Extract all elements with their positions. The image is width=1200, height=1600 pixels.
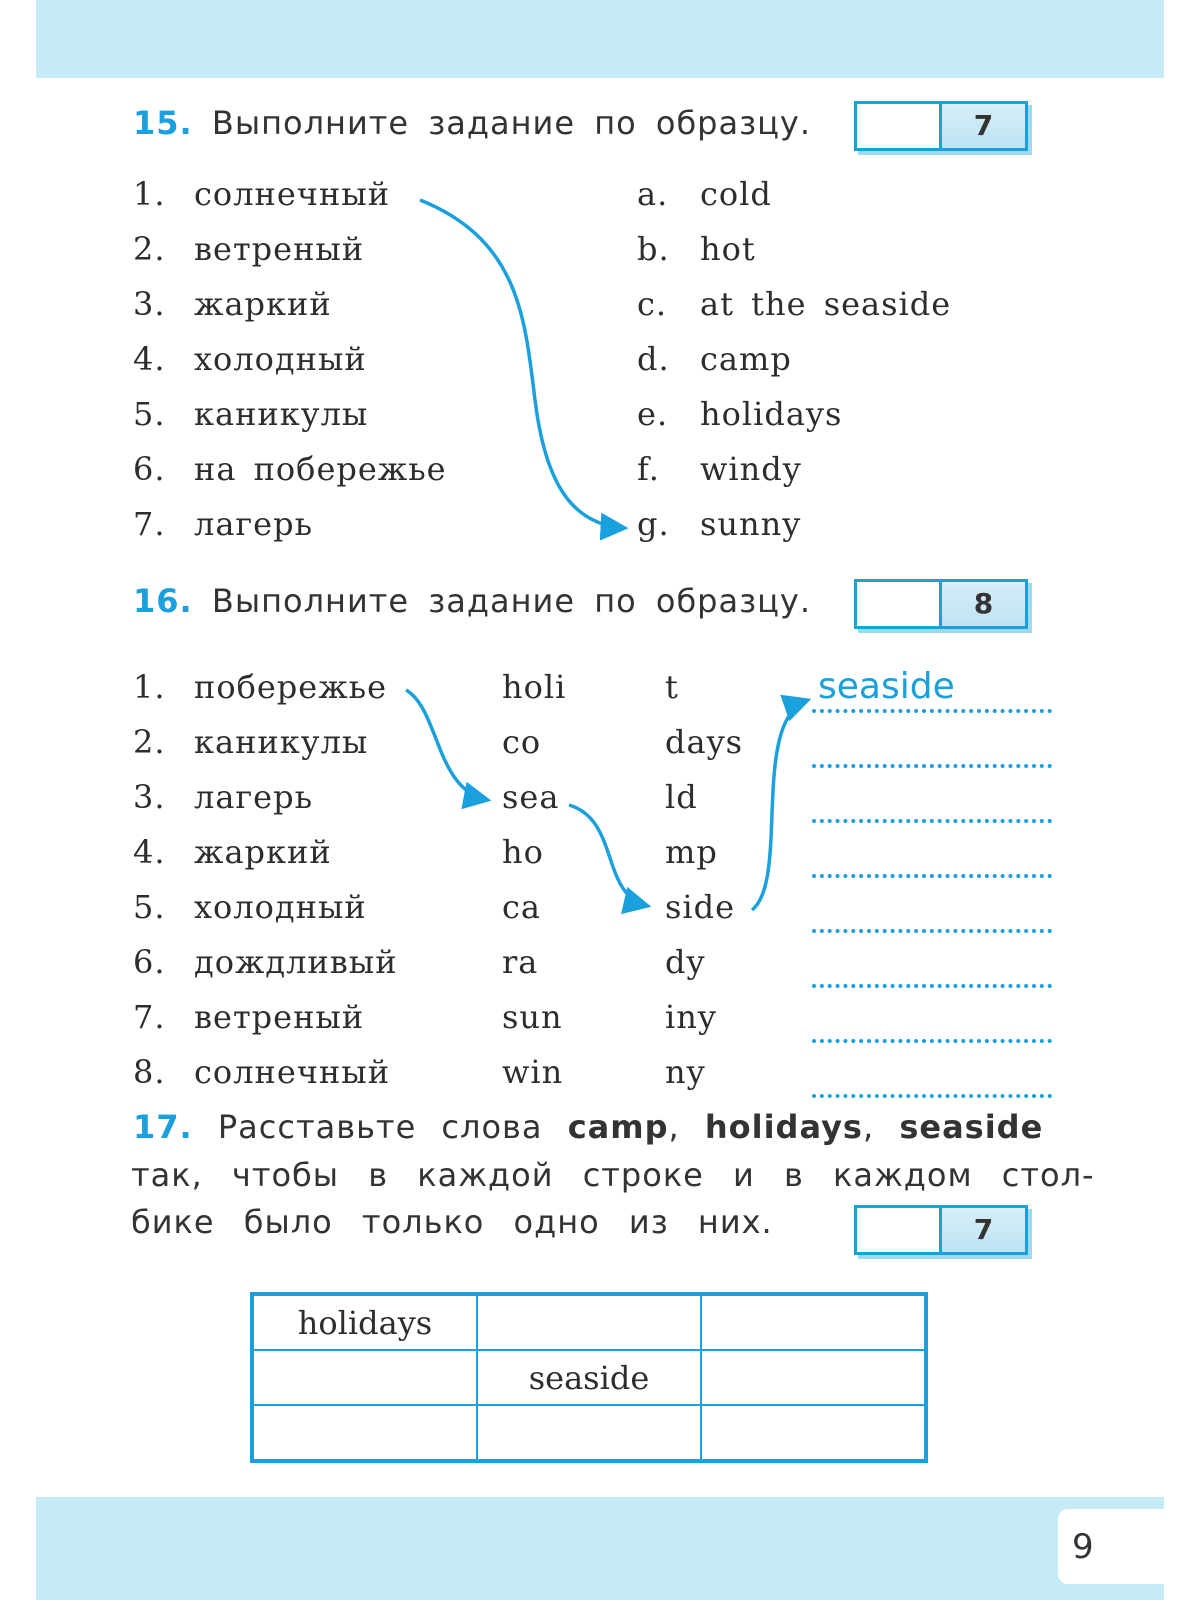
ex16-number: 16. [133, 582, 193, 620]
row-word: холодный [194, 888, 367, 926]
ex15-number: 15. [133, 104, 193, 142]
list-item-word: sunny [700, 505, 802, 543]
row-number: 6. [133, 943, 166, 981]
list-item-word: каникулы [194, 395, 369, 433]
list-item-letter: f. [637, 450, 660, 488]
row-number: 1. [133, 668, 166, 706]
ex17-line3: бике было только одно из них. [131, 1203, 773, 1241]
list-item-number: 4. [133, 340, 166, 378]
ex15-arrow [420, 200, 625, 528]
list-item-letter: d. [637, 340, 670, 378]
word-part-end: dy [665, 943, 706, 981]
list-item-letter: e. [637, 395, 669, 433]
row-word: солнечный [194, 1053, 391, 1091]
row-word: лагерь [194, 778, 314, 816]
row-word: дождливый [194, 943, 398, 981]
list-item-word: at the seaside [700, 285, 952, 323]
list-item-number: 2. [133, 230, 166, 268]
word-part-start: sun [502, 998, 563, 1036]
ex17-word-seaside: seaside [899, 1108, 1044, 1146]
word-part-end: side [665, 888, 736, 926]
word-part-start: ca [502, 888, 541, 926]
word-part-end: ld [665, 778, 698, 816]
row-word: ветреный [194, 998, 365, 1036]
list-item-word: windy [700, 450, 802, 488]
list-item-word: holidays [700, 395, 843, 433]
row-word: побережье [194, 668, 388, 706]
word-part-start: co [502, 723, 542, 761]
word-part-end: mp [665, 833, 718, 871]
row-number: 5. [133, 888, 166, 926]
grid-cell[interactable]: holidays [252, 1294, 477, 1350]
list-item-number: 7. [133, 505, 166, 543]
list-item-word: hot [700, 230, 756, 268]
list-item-word: cold [700, 175, 772, 213]
list-item-word: холодный [194, 340, 367, 378]
word-part-end: days [665, 723, 744, 761]
ex17-word-holidays: holidays [704, 1108, 863, 1146]
list-item-letter: g. [637, 505, 670, 543]
ex17-number: 17. [133, 1108, 193, 1146]
word-part-end: t [665, 668, 679, 706]
word-part-start: win [502, 1053, 564, 1091]
ex17-text-before: Расставьте слова [217, 1108, 543, 1146]
row-word: жаркий [194, 833, 332, 871]
answer-text: seaside [818, 666, 955, 707]
list-item-letter: a. [637, 175, 669, 213]
list-item-number: 3. [133, 285, 166, 323]
ex17-score: 7 [942, 1208, 1025, 1252]
ex17-word-camp: camp [567, 1108, 669, 1146]
word-part-end: iny [665, 998, 717, 1036]
ex16-arrow-2 [569, 805, 648, 906]
list-item-letter: b. [637, 230, 670, 268]
word-part-start: ho [502, 833, 544, 871]
ex16-arrow-3 [752, 700, 808, 910]
list-item-word: camp [700, 340, 792, 378]
ex17-line2: так, чтобы в каждой строке и в каждом стол- [131, 1156, 1095, 1194]
list-item-word: ветреный [194, 230, 365, 268]
list-item-number: 5. [133, 395, 166, 433]
list-item-word: лагерь [194, 505, 314, 543]
list-item-word: жаркий [194, 285, 332, 323]
word-part-start: sea [502, 778, 560, 816]
row-number: 7. [133, 998, 166, 1036]
word-part-end: ny [665, 1053, 706, 1091]
row-number: 2. [133, 723, 166, 761]
ex15-score: 7 [942, 104, 1025, 148]
row-number: 8. [133, 1053, 166, 1091]
bottom-band [36, 1497, 1164, 1600]
list-item-word: на побережье [194, 450, 447, 488]
list-item-letter: c. [637, 285, 668, 323]
row-number: 3. [133, 778, 166, 816]
page-number: 9 [1072, 1527, 1094, 1567]
word-part-start: ra [502, 943, 539, 981]
ex16-arrow-1 [406, 690, 488, 800]
list-item-word: солнечный [194, 175, 391, 213]
word-part-start: holi [502, 668, 567, 706]
ex16-instruction: Выполните задание по образцу. [211, 582, 811, 620]
list-item-number: 1. [133, 175, 166, 213]
row-number: 4. [133, 833, 166, 871]
row-word: каникулы [194, 723, 369, 761]
ex15-instruction: Выполните задание по образцу. [211, 104, 811, 142]
ex16-score: 8 [942, 582, 1025, 626]
grid-cell[interactable]: seaside [477, 1350, 701, 1405]
list-item-number: 6. [133, 450, 166, 488]
ex17-line1: 17. Расставьте слова camp, holidays, seaside [133, 1108, 1044, 1146]
